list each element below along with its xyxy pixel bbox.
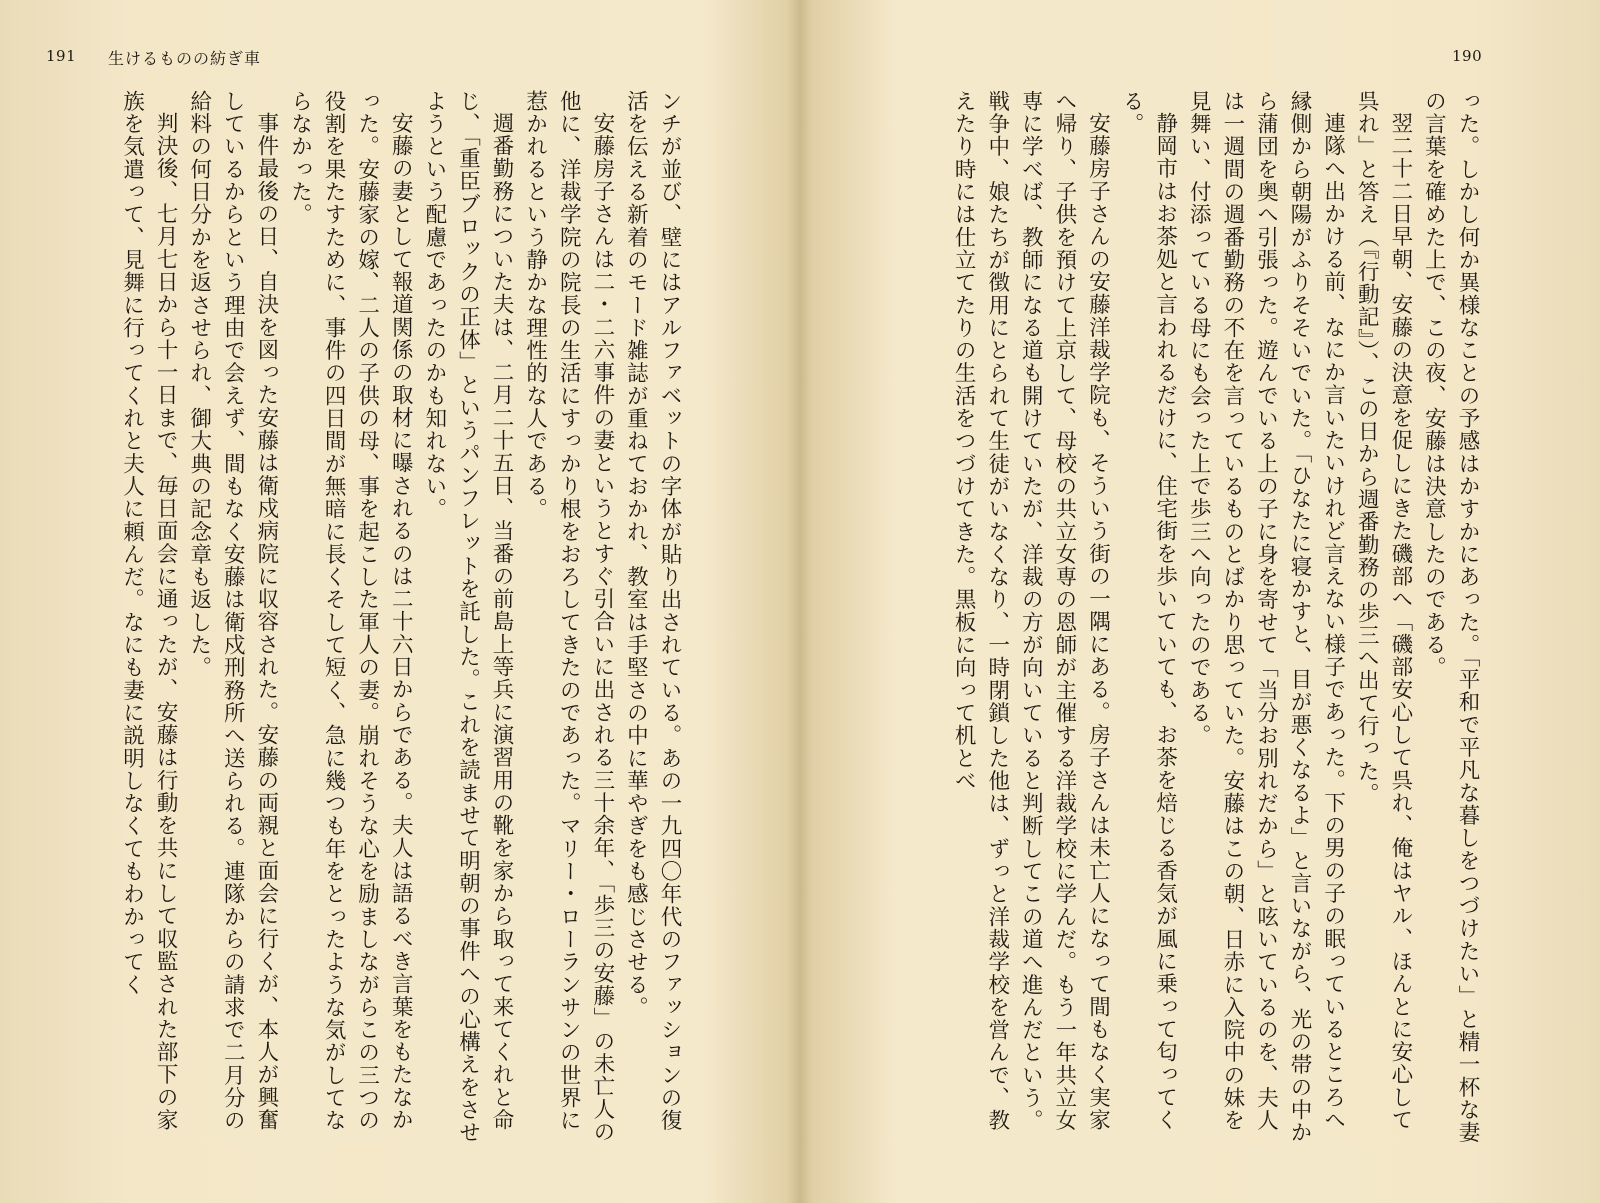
paragraph: ンチが並び、壁にはアルファベットの字体が貼り出されている。あの一九四〇年代のファッションの復活を伝える新着のモード雑誌が重ねておかれ、教室は手堅さの中に華やぎをも感じさせる。 (623, 90, 682, 1132)
paragraph: 安藤の妻として報道関係の取材に曝されるのは二十六日からである。夫人は語るべき言葉をもたなかった。安藤家の嫁、二人の子供の母、事を起こした軍人の妻。崩れそうな心を励ましながらこの三つの役割を果たすために、事件の四日間が無暗に長くそして短く、急に幾つも年をとったような気がしてならなかった。 (287, 90, 414, 1132)
left-page-body (46, 90, 686, 1150)
right-page-body (844, 90, 1484, 1150)
page-number-left: 191 (46, 47, 77, 65)
paragraph: った。しかし何か異様なことの予感はかすかにあった。「平和で平凡な暮しをつづけたい」と精一杯な妻の言葉を確めた上で、この夜、安藤は決意したのである。 (1421, 90, 1480, 1144)
paragraph: 静岡市はお茶処と言われるだけに、住宅街を歩いていても、お茶を焙じる香気が風に乗って匂ってくる。 (1119, 90, 1178, 1131)
paragraph: 連隊へ出かける前、なにか言いたいけれど言えない様子であった。下の男の子の眠っているところへ縁側から朝陽がふりそそいでいた。「ひなたに寝かすと、目が悪くなるよ」と言いながら、光の帯の中から蒲団を奥へ引張った。遊んでいる上の子に身を寄せて「当分お別れだから」と呟いているのを、夫人は一週間の週番勤務の不在を言っているものとばかり思っていた。安藤はこの朝、日赤に入院中の妹を見舞い、付添っている母にも会った上で歩三へ向ったのである。 (1186, 90, 1346, 1144)
page-number-right: 190 (1452, 47, 1483, 65)
paragraph: 翌二十二日早朝、安藤の決意を促しにきた磯部へ「磯部安心して呉れ、俺はヤル、ほんとに安心して呉れ」と答え（『行動記』）、この日から週番勤務の歩三へ出て行った。 (1354, 90, 1413, 1131)
paragraph: 安藤房子さんの安藤洋裁学院も、そういう街の一隅にある。房子さんは未亡人になって間もなく実家へ帰り、子供を預けて上京して、母校の共立女専の恩師が主催する洋裁学校に学んだ。もう一年共立女専に学べば、教師になる道も開けていたが、洋裁の方が向いていると判断してこの道へ進んだという。戦争中、娘たちが徴用にとられて生徒がいなくなり、一時閉鎖した他は、ずっと洋裁学校を営んで、教えたり時には仕立てたりの生活をつづけてきた。黒板に向って机とべ (951, 90, 1111, 1132)
running-head: 生けるものの紡ぎ車 (108, 49, 262, 68)
paragraph: 安藤房子さんは二・二六事件の妻というとすぐ引合いに出される三十余年、「歩三の安藤」の未亡人の他に、洋裁学院の院長の生活にすっかり根をおろしてきたのであった。マリー・ローランサンの世界に惹かれるという静かな理性的な人である。 (522, 90, 615, 1143)
paragraph: 事件最後の日、自決を図った安藤は衛戍病院に収容された。安藤の両親と面会に行くが、本人が興奮しているからという理由で会えず、間もなく安藤は衛戍刑務所へ送られる。連隊からの請求で二月分の給料の何日分かを返させられ、御大典の記念章も返した。 (186, 90, 279, 1132)
paragraph: 判決後、七月七日から十一日まで、毎日面会に通ったが、安藤は行動を共にして収監された部下の家族を気遣って、見舞に行ってくれと夫人に頼んだ。なにも妻に説明しなくてもわかってく (119, 90, 179, 1131)
paragraph: 週番勤務についた夫は、二月二十五日、当番の前島上等兵に演習用の靴を家から取って来てくれと命じ、「重臣ブロックの正体」というパンフレットを託した。これを読ませて明朝の事件への心構えをさせようという配慮であったのかも知れない。 (421, 90, 515, 1144)
right-page (800, 0, 1600, 1203)
